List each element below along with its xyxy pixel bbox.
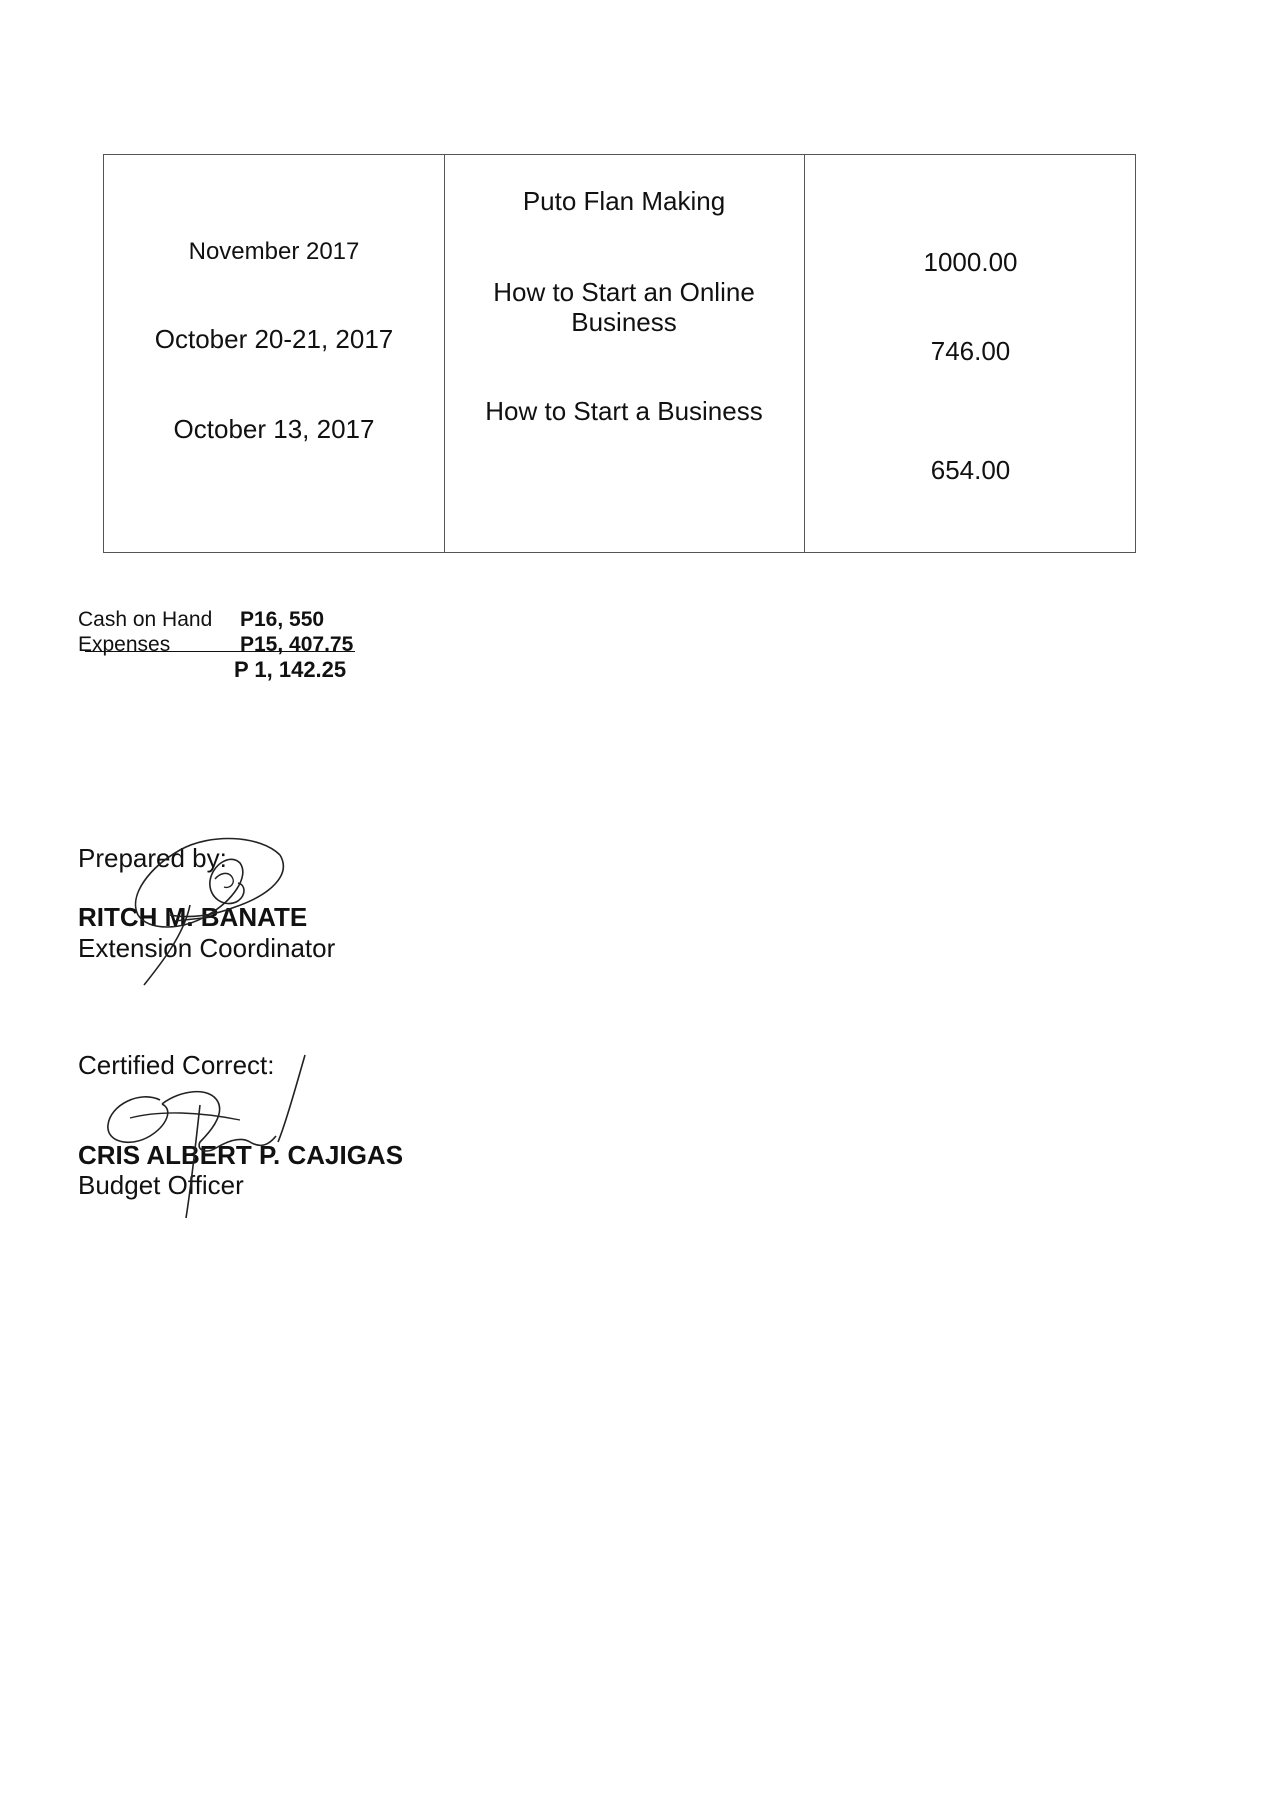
prepared-title: Extension Coordinator <box>78 933 336 963</box>
summary-underline <box>85 651 355 652</box>
table-activity: Puto Flan Making <box>522 186 726 216</box>
table-activity: How to Start an Online <box>493 277 755 307</box>
table-date: October 20-21, 2017 <box>154 324 394 354</box>
cash-label: Cash on Hand <box>78 608 213 631</box>
balance-value: P 1, 142.25 <box>234 657 347 682</box>
table-date: October 13, 2017 <box>173 414 375 444</box>
table-amount: 1000.00 <box>923 247 1018 277</box>
table-amount: 746.00 <box>930 336 1011 366</box>
certified-label: Certified Correct: <box>78 1050 275 1080</box>
prepared-signature-icon <box>120 835 290 995</box>
expenses-value: P15, 407.75 <box>240 633 354 656</box>
cash-value: P16, 550 <box>240 608 325 631</box>
expenses-label: Expenses <box>78 633 171 656</box>
table-date: November 2017 <box>188 238 360 265</box>
certified-name: CRIS ALBERT P. CAJIGAS <box>78 1140 404 1170</box>
prepared-label: Prepared by: <box>78 843 227 873</box>
table-activity: How to Start a Business <box>485 396 763 426</box>
prepared-name: RITCH M. BANATE <box>78 902 308 932</box>
table-activity: Business <box>571 307 677 337</box>
certified-signature-icon <box>100 1050 310 1220</box>
activity-table <box>103 154 1136 553</box>
certified-title: Budget Officer <box>78 1170 244 1200</box>
table-amount: 654.00 <box>930 455 1011 485</box>
